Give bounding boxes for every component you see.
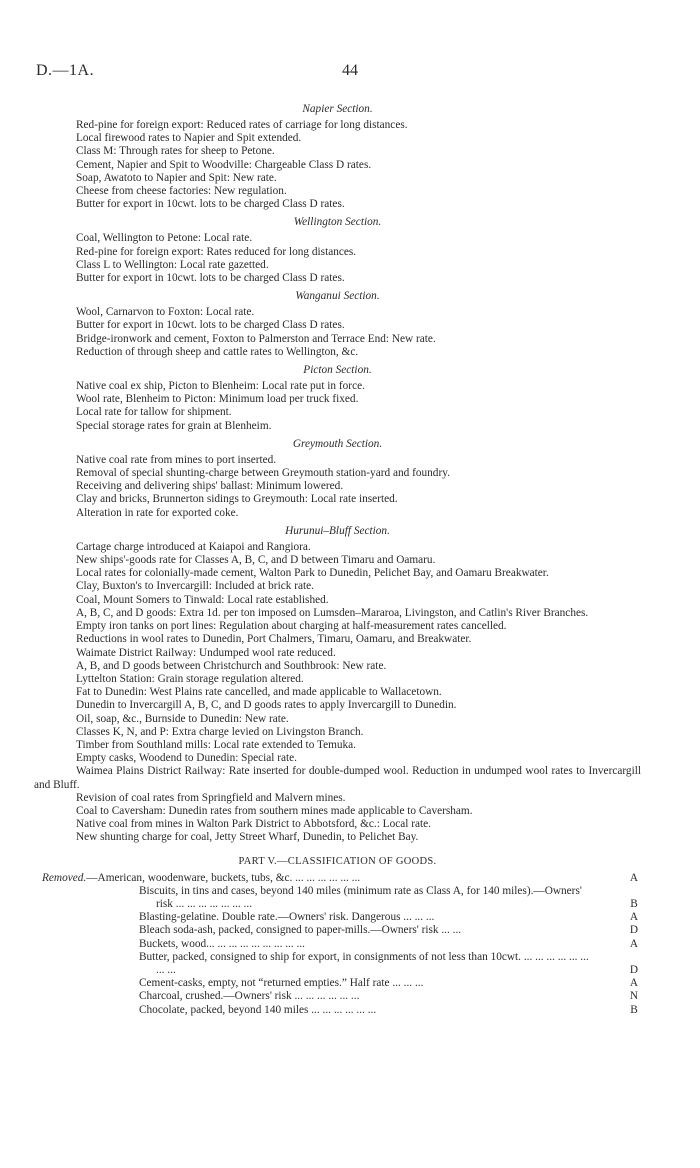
removed-label: Removed. [42, 871, 87, 884]
list-item: Oil, soap, &c., Burnside to Dunedin: New rate. [76, 712, 289, 725]
list-item: Coal, Wellington to Petone: Local rate. [76, 232, 253, 245]
classification-class: A [629, 871, 639, 884]
list-item: Local rate for tallow for shipment. [76, 406, 232, 419]
list-item: Butter for export in 10cwt. lots to be charged Class D rates. [76, 198, 345, 211]
list-item: Empty iron tanks on port lines: Regulation about charging at half-measurement rates cancelled. [76, 620, 507, 633]
list-item: Alteration in rate for exported coke. [76, 506, 239, 519]
list-item: Class M: Through rates for sheep to Petone. [76, 145, 275, 158]
classification-class: A [629, 937, 639, 950]
document-reference: D.—1A. [36, 62, 95, 79]
list-item: Soap, Awatoto to Napier and Spit: New rate. [76, 171, 277, 184]
classification-class: D [629, 963, 639, 976]
list-item: Receiving and delivering ships' ballast: Minimum lowered. [76, 480, 344, 493]
list-item: Coal, Mount Somers to Tinwald: Local rate established. [76, 593, 329, 606]
list-item: Native coal from mines in Walton Park District to Abbotsford, &c.: Local rate. [76, 818, 431, 831]
list-item: Fat to Dunedin: West Plains rate cancelled, and made applicable to Wallacetown. [76, 686, 442, 699]
list-item: Timber from Southland mills: Local rate extended to Temuka. [76, 738, 357, 751]
list-item: A, B, C, and D goods: Extra 1d. per ton imposed on Lumsden–Mararoa, Livingston, and Catlin's River Branches. [76, 606, 589, 619]
classification-class: B [630, 1003, 638, 1016]
list-item: Butter for export in 10cwt. lots to be charged Class D rates. [76, 272, 345, 285]
classification-row [34, 924, 641, 937]
list-item: Wool rate, Blenheim to Picton: Minimum load per truck fixed. [76, 393, 359, 406]
classification-class: A [629, 911, 639, 924]
section-title-wellington: Wellington Section. [293, 216, 382, 229]
classification-row [34, 885, 641, 911]
section-title-greymouth: Greymouth Section. [292, 437, 383, 450]
classification-row [34, 977, 641, 990]
list-item: Cheese from cheese factories: New regulation. [76, 185, 287, 198]
page-number: 44 [342, 62, 358, 79]
section-title-napier: Napier Section. [302, 103, 373, 115]
list-item: Waimea Plains District Railway: Rate inserted for double-dumped wool. Reduction in undumped wool rates to Invercargill and Bluff. [34, 765, 641, 791]
classification-class: A [629, 977, 639, 990]
classification-item: —American, woodenware, buckets, tubs, &c. ... ... ... ... ... ... [86, 871, 361, 884]
list-item: New ships'-goods rate for Classes A, B, C, and D between Timaru and Oamaru. [76, 554, 436, 567]
classification-row [34, 1004, 641, 1017]
list-item: A, B, and D goods between Christchurch and Southbrook: New rate. [76, 659, 387, 672]
classification-item: Butter, packed, consigned to ship for export, in consignments of not less than 10cwt. ... ... ... ... ... ... ... ... [139, 950, 589, 976]
list-item: Reductions in wool rates to Dunedin, Port Chalmers, Timaru, Oamaru, and Breakwater. [76, 633, 472, 646]
list-item: Butter for export in 10cwt. lots to be charged Class D rates. [76, 319, 345, 332]
classification-item: Blasting-gelatine. Double rate.—Owners' risk. Dangerous ... ... ... [139, 911, 435, 924]
classification-item: Bleach soda-ash, packed, consigned to paper-mills.—Owners' risk ... ... [139, 924, 462, 937]
classification-item: Charcoal, crushed.—Owners' risk ... ... ... ... ... ... [139, 990, 360, 1003]
classification-row [34, 990, 641, 1003]
list-item: Coal to Caversham: Dunedin rates from southern mines made applicable to Caversham. [76, 804, 473, 817]
classification-item: Buckets, wood... ... ... ... ... ... ... ... ... [139, 937, 305, 950]
list-item: Revision of coal rates from Springfield and Malvern mines. [76, 791, 346, 804]
page-body [34, 98, 641, 1017]
list-item: Special storage rates for grain at Blenheim. [76, 419, 272, 432]
list-item: Native coal ex ship, Picton to Blenheim: Local rate put in force. [76, 380, 365, 393]
list-item: Red-pine for foreign export: Rates reduced for long distances. [76, 245, 357, 258]
classification-class: B [630, 897, 638, 910]
classification-row [34, 911, 641, 924]
list-item: Dunedin to Invercargill A, B, C, and D goods rates to apply Invercargill to Dunedin. [76, 699, 457, 712]
classification-row [34, 951, 641, 977]
list-item: Local rates for colonially-made cement, Walton Park to Dunedin, Pelichet Bay, and Oamaru Breakwater. [76, 567, 549, 580]
list-item: New shunting charge for coal, Jetty Street Wharf, Dunedin, to Pelichet Bay. [76, 831, 419, 844]
list-item: Cartage charge introduced at Kaiapoi and Rangiora. [76, 540, 311, 553]
section-title-hurunui-bluff: Hurunui–Bluff Section. [285, 524, 390, 537]
list-item: Lyttelton Station: Grain storage regulation altered. [76, 672, 304, 685]
part-v-title: PART V.—CLASSIFICATION OF GOODS. [238, 855, 437, 867]
list-item: Removal of special shunting-charge between Greymouth station-yard and foundry. [76, 467, 450, 480]
list-item: Waimate District Railway: Undumped wool rate reduced. [76, 646, 336, 659]
classification-row [34, 938, 641, 951]
section-title-wanganui: Wanganui Section. [295, 290, 380, 303]
list-item: Native coal rate from mines to port inserted. [76, 453, 277, 466]
list-item: Empty casks, Woodend to Dunedin: Special rate. [76, 752, 298, 765]
list-item: Clay and bricks, Brunnerton sidings to Greymouth: Local rate inserted. [76, 493, 398, 506]
section-title-picton: Picton Section. [303, 364, 372, 377]
classification-class: N [629, 990, 639, 1003]
classification-item: Cement-casks, empty, not “returned empties.” Half rate ... ... ... [139, 977, 424, 990]
list-item: Bridge-ironwork and cement, Foxton to Palmerston and Terrace End: New rate. [76, 332, 436, 345]
list-item: Wool, Carnarvon to Foxton: Local rate. [76, 306, 255, 319]
list-item: Clay, Buxton's to Invercargill: Included at brick rate. [76, 580, 314, 593]
classification-row [34, 872, 641, 885]
list-item: Classes K, N, and P: Extra charge levied on Livingston Branch. [76, 725, 364, 738]
classification-item: Biscuits, in tins and cases, beyond 140 miles (minimum rate as Class A, for 140 miles).—Owners' risk ... ... ... ... ... ... ... [139, 884, 582, 910]
classification-class: D [629, 924, 639, 937]
classification-item: Chocolate, packed, beyond 140 miles ... ... ... ... ... ... [139, 1003, 377, 1016]
list-item: Class L to Wellington: Local rate gazetted. [76, 258, 269, 271]
list-item: Red-pine for foreign export: Reduced rates of carriage for long distances. [76, 119, 408, 131]
list-item: Reduction of through sheep and cattle rates to Wellington, &c. [76, 345, 359, 358]
list-item: Cement, Napier and Spit to Woodville: Chargeable Class D rates. [76, 158, 372, 171]
list-item: Local firewood rates to Napier and Spit extended. [76, 132, 302, 145]
